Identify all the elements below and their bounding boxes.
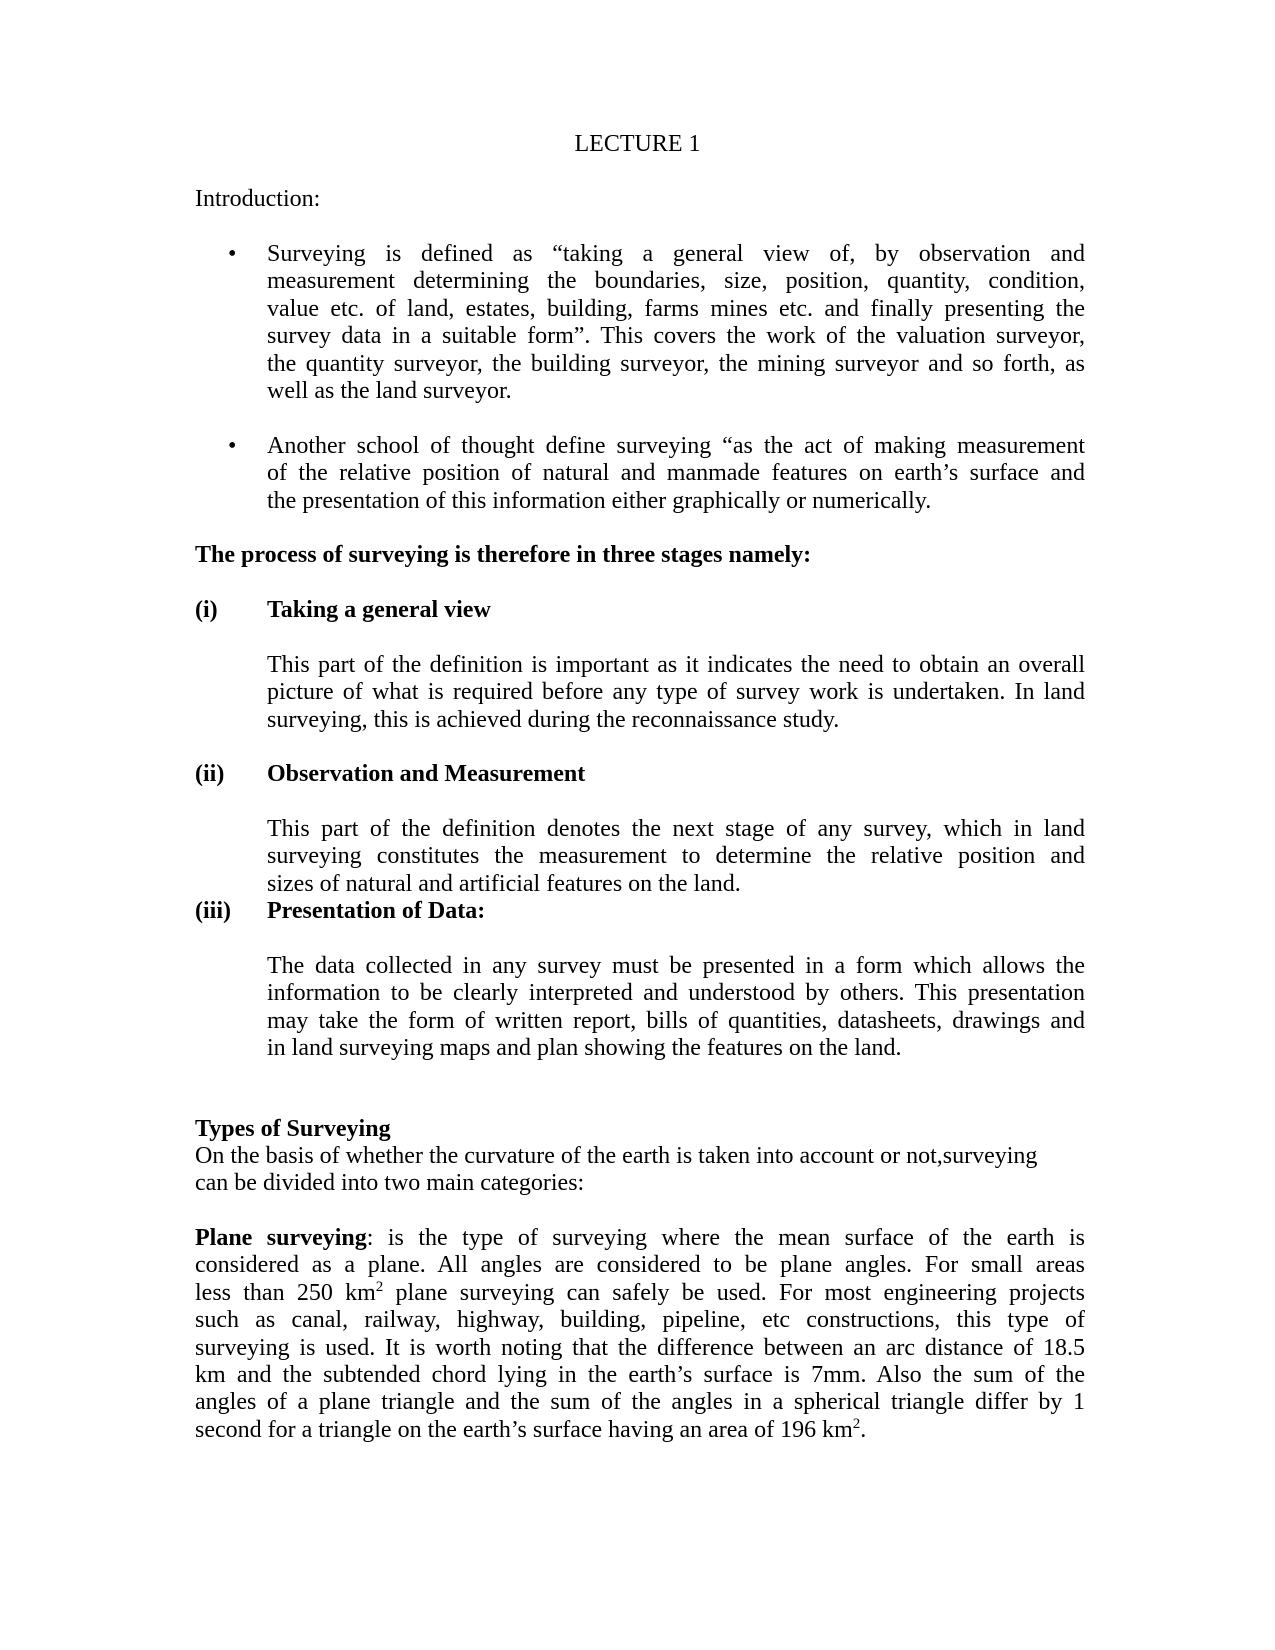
stage-body: [267, 652, 1085, 734]
text-line: well as the land surveyor.: [267, 378, 512, 405]
page-title: LECTURE 1: [574, 131, 701, 157]
bullet-text: [267, 433, 1085, 515]
text-line: can be divided into two main categories:: [195, 1170, 585, 1197]
text-line: Another school of thought define surveying “as the act of making measurement: [267, 433, 1085, 459]
text-line: survey data in a suitable form”. This covers the work of the valuation surveyor,: [267, 323, 1085, 350]
text-line: less than 250 $km^2$ plane surveying can safely be used. For most engineering projects: [195, 1278, 1085, 1306]
stage-title: Taking a general view: [267, 597, 491, 623]
text-line: considered as a plane. All angles are considered to be plane angles. For small areas: [195, 1252, 1085, 1279]
plane-surveying-paragraph: [195, 1225, 1085, 1444]
stage-title: Presentation of Data:: [267, 898, 486, 924]
text-line: such as canal, railway, highway, building, pipeline, etc constructions, this type of: [195, 1307, 1085, 1334]
stage-number: (ii): [195, 761, 225, 787]
text-line: Plane surveying: is the type of surveying where the mean surface of the earth is: [195, 1225, 1085, 1251]
text-line: the presentation of this information either graphically or numerically.: [267, 487, 932, 514]
text-line: This part of the definition is important as it indicates the need to obtain an overall: [267, 652, 1085, 678]
process-heading: The process of surveying is therefore in three stages namely:: [195, 542, 812, 568]
intro-label: Introduction:: [195, 186, 321, 212]
types-heading: Types of Surveying: [195, 1116, 391, 1142]
types-intro: [195, 1143, 1085, 1198]
text-line: second for a triangle on the earth’s surface having an area of 196 $km^2$.: [195, 1415, 867, 1443]
stage-title: Observation and Measurement: [267, 761, 586, 787]
stage-body: [267, 816, 1085, 898]
text-line: angles of a plane triangle and the sum of the angles in a spherical triangle differ by 1: [195, 1389, 1085, 1416]
text-line: km and the subtended chord lying in the earth’s surface is 7mm. Also the sum of the: [195, 1362, 1085, 1389]
text-line: surveying, this is achieved during the reconnaissance study.: [267, 706, 840, 733]
stage-body: [267, 953, 1085, 1063]
text-line: Surveying is defined as “taking a general view of, by observation and: [267, 241, 1085, 267]
text-line: sizes of natural and artificial features on the land.: [267, 870, 741, 897]
text-line: surveying is used. It is worth noting that the difference between an arc distance of 18.5: [195, 1334, 1085, 1361]
text-line: may take the form of written report, bills of quantities, datasheets, drawings and: [267, 1007, 1085, 1034]
text-line: value etc. of land, estates, building, farms mines etc. and finally presenting the: [267, 295, 1085, 322]
bullet-text: [267, 241, 1085, 405]
text-line: information to be clearly interpreted and understood by others. This presentation: [267, 980, 1085, 1007]
stage-number: (i): [195, 597, 218, 623]
text-line: The data collected in any survey must be presented in a form which allows the: [267, 953, 1085, 979]
bullet-icon: •: [228, 433, 237, 459]
text-line: measurement determining the boundaries, size, position, quantity, condition,: [267, 268, 1085, 295]
text-line: the quantity surveyor, the building surveyor, the mining surveyor and so forth, as: [267, 350, 1085, 377]
text-line: On the basis of whether the curvature of the earth is taken into account or not,surveying: [195, 1143, 1038, 1169]
text-line: of the relative position of natural and manmade features on earth’s surface and: [267, 460, 1085, 487]
text-line: surveying constitutes the measurement to determine the relative position and: [267, 843, 1085, 870]
bullet-icon: •: [228, 241, 237, 267]
text-line: This part of the definition denotes the next stage of any survey, which in land: [267, 816, 1085, 842]
stage-number: (iii): [195, 898, 231, 924]
text-line: picture of what is required before any type of survey work is undertaken. In land: [267, 679, 1085, 706]
plane-surveying-term: Plane surveying: [195, 1225, 367, 1251]
text-line: in land surveying maps and plan showing the features on the land.: [267, 1035, 902, 1062]
